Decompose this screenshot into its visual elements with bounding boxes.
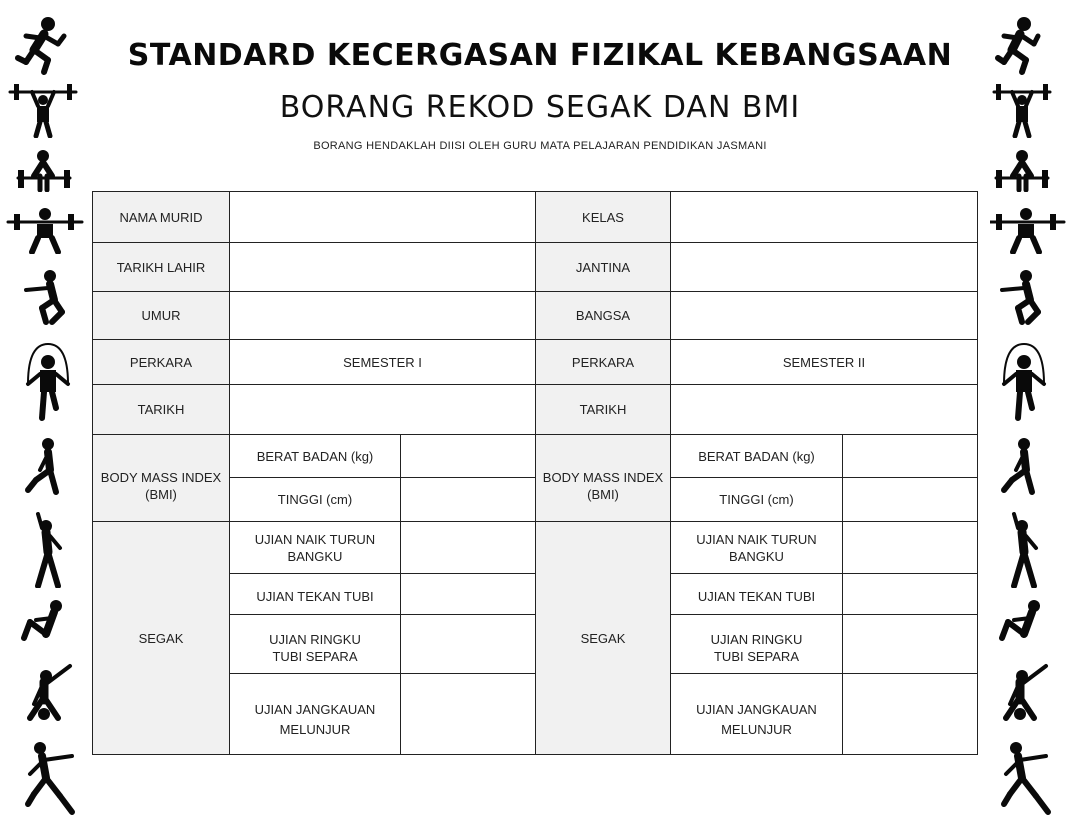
field-umur[interactable] [230, 292, 536, 340]
squat-barbell-icon [0, 206, 90, 254]
label-perkara-1: PERKARA [93, 340, 230, 385]
label-jangkauan-2: UJIAN JANGKAUAN MELUNJUR [671, 674, 843, 755]
field-naik-turun-1[interactable] [401, 522, 536, 574]
deadlift-icon [990, 148, 1080, 192]
label-naik-turun-2: UJIAN NAIK TURUN BANGKU [671, 522, 843, 574]
label-tarikh-lahir: TARIKH LAHIR [93, 243, 230, 292]
label-ringku-tubi-1: UJIAN RINGKU TUBI SEPARA [230, 615, 401, 674]
label-berat-badan-1: BERAT BADAN (kg) [230, 435, 401, 478]
label-segak-2: SEGAK [536, 522, 671, 755]
sprinter-icon [0, 740, 90, 816]
field-jangkauan-2[interactable] [843, 674, 978, 755]
sprinter-icon [990, 740, 1080, 816]
label-ringku-tubi-2: UJIAN RINGKU TUBI SEPARA [671, 615, 843, 674]
label-tarikh-1: TARIKH [93, 385, 230, 435]
label-umur: UMUR [93, 292, 230, 340]
field-bangsa[interactable] [671, 292, 978, 340]
stretch-icon [0, 436, 90, 496]
field-jantina[interactable] [671, 243, 978, 292]
stretch-icon [990, 436, 1080, 496]
jump-rope-icon [0, 340, 90, 422]
left-icon-column [0, 0, 90, 834]
situp-icon [0, 598, 90, 646]
label-tinggi-2: TINGGI (cm) [671, 478, 843, 522]
runner-icon [990, 14, 1080, 76]
field-tekan-tubi-2[interactable] [843, 574, 978, 615]
page-subtitle: BORANG REKOD SEGAK DAN BMI [279, 90, 801, 125]
instruction-note: BORANG HENDAKLAH DIISI OLEH GURU MATA PELAJARAN PENDIDIKAN JASMANI [313, 140, 767, 152]
weightlifter-icon [990, 82, 1080, 138]
header-semester-1: SEMESTER I [230, 340, 536, 385]
field-tekan-tubi-1[interactable] [401, 574, 536, 615]
label-kelas: KELAS [536, 192, 671, 243]
field-tarikh-1[interactable] [230, 385, 536, 435]
dancer-icon [990, 512, 1080, 588]
field-tarikh-2[interactable] [671, 385, 978, 435]
label-tekan-tubi-2: UJIAN TEKAN TUBI [671, 574, 843, 615]
field-berat-badan-2[interactable] [843, 435, 978, 478]
label-bmi-2: BODY MASS INDEX (BMI) [536, 435, 671, 522]
field-tinggi-1[interactable] [401, 478, 536, 522]
lunge-icon [990, 268, 1080, 326]
label-naik-turun-1: UJIAN NAIK TURUN BANGKU [230, 522, 401, 574]
kettlebell-icon [0, 660, 90, 722]
field-tinggi-2[interactable] [843, 478, 978, 522]
situp-icon [990, 598, 1080, 646]
label-berat-badan-2: BERAT BADAN (kg) [671, 435, 843, 478]
field-naik-turun-2[interactable] [843, 522, 978, 574]
label-nama-murid: NAMA MURID [93, 192, 230, 243]
label-jangkauan-1: UJIAN JANGKAUAN MELUNJUR [230, 674, 401, 755]
field-nama-murid[interactable] [230, 192, 536, 243]
field-ringku-tubi-2[interactable] [843, 615, 978, 674]
label-jantina: JANTINA [536, 243, 671, 292]
field-berat-badan-1[interactable] [401, 435, 536, 478]
label-bangsa: BANGSA [536, 292, 671, 340]
dancer-icon [0, 512, 90, 588]
field-tarikh-lahir[interactable] [230, 243, 536, 292]
right-icon-column [990, 0, 1080, 834]
label-tarikh-2: TARIKH [536, 385, 671, 435]
deadlift-icon [0, 148, 90, 192]
header-semester-2: SEMESTER II [671, 340, 978, 385]
page-title: STANDARD KECERGASAN FIZIKAL KEBANGSAAN [127, 38, 953, 73]
label-tekan-tubi-1: UJIAN TEKAN TUBI [230, 574, 401, 615]
label-perkara-2: PERKARA [536, 340, 671, 385]
field-jangkauan-1[interactable] [401, 674, 536, 755]
record-form-table [92, 191, 978, 755]
label-bmi-1: BODY MASS INDEX (BMI) [93, 435, 230, 522]
runner-icon [0, 14, 90, 76]
lunge-icon [0, 268, 90, 326]
squat-barbell-icon [990, 206, 1080, 254]
jump-rope-icon [990, 340, 1080, 422]
weightlifter-icon [0, 82, 90, 138]
label-tinggi-1: TINGGI (cm) [230, 478, 401, 522]
label-segak-1: SEGAK [93, 522, 230, 755]
kettlebell-icon [990, 660, 1080, 722]
field-kelas[interactable] [671, 192, 978, 243]
field-ringku-tubi-1[interactable] [401, 615, 536, 674]
